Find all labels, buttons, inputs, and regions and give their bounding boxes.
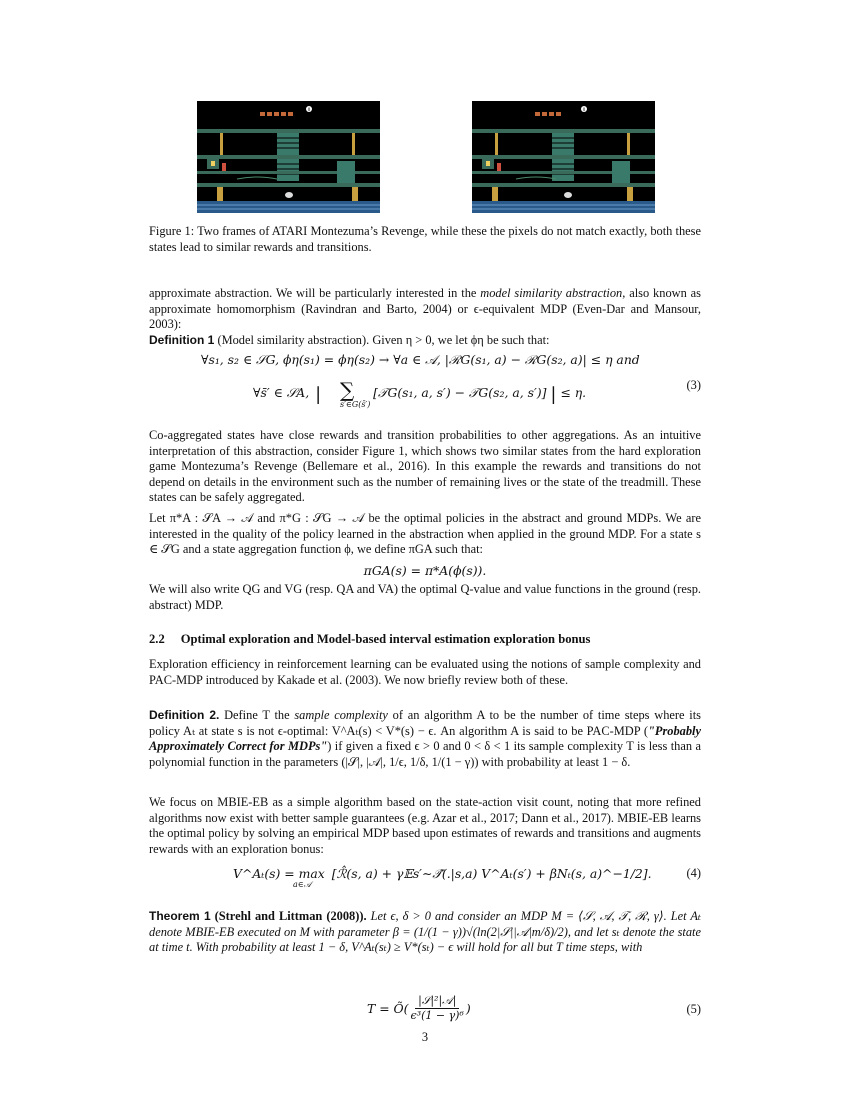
section-number: 2.2 (149, 632, 165, 646)
paragraph-mbie: We focus on MBIE-EB as a simple algorithm based on the state-action visit count, noting that more refined algorithms now exist with better sample guarantees (e.g. Azar et al., 2017; Dann et al., 2017). MBIE-EB learns the optimal policy by solving an empirical MDP based upon estimates of rewards and transitions and augments rewards with an exploration bonus: (149, 795, 701, 856)
definition-title: (Model similarity abstraction). (217, 333, 370, 347)
theorem-body: Let ϵ, δ > 0 and consider an MDP M = ⟨𝒮, 𝒜, 𝒯, ℛ, γ⟩. Let Aₜ denote MBIE-EB executed on M with parameter β = (1/(1 − γ))√(ln(2|𝒮||𝒜|m/δ)/2), and let sₜ denote the state at time t. With probability at least 1 − δ, V^Aₜ(sₜ) ≥ V*(sₜ) − ϵ will hold for all but T time steps, with (149, 909, 701, 955)
intro-text-2: , also known as approximate homomorphism (Ravindran and Barto, 2004) or ϵ-equivalent MDP (Even-Dar and Mansour, 2003): (149, 286, 701, 332)
equation-pi-ga: πGA(s) = π*A(ϕ(s)). (363, 563, 487, 578)
definition-label: Definition 1 (149, 333, 215, 347)
definition-2: Definition 2. Define T the sample complexity of an algorithm A to be the number of time steps where its policy Aₜ at state s is not ϵ-optimal: V^Aₜ(s) < V*(s) − ϵ. An algorithm A is said to be PAC-MDP ("Probably Approximately Correct for MDPs") if given a fixed ϵ > 0 and 0 < δ < 1 its sample complexity T is less than a polynomial function in the parameters (|𝒮|, |𝒜|, 1/ϵ, 1/δ, 1/(1 − γ)) with probability at least 1 − δ. (149, 708, 701, 769)
equation-number: (3) (686, 378, 701, 392)
fraction-denominator: ϵ³(1 − γ)⁶ (410, 1009, 464, 1022)
intro-emphasis: model similarity abstraction (480, 286, 623, 300)
definition-label: Definition 2. (149, 708, 220, 722)
definition-1 (149, 333, 701, 349)
figure-caption (149, 224, 701, 255)
score-text: 0 (582, 108, 586, 113)
equation-number: (4) (686, 866, 701, 880)
fraction-numerator: |𝒮|²|𝒜| (415, 994, 459, 1009)
score-text: 0 (307, 108, 311, 113)
montezuma-frame-1 (197, 101, 380, 213)
max-subscript: a∈𝒜 (293, 880, 312, 889)
sum-subscript: s′∈G(s̄′) (339, 400, 371, 409)
equation-number: (5) (686, 1002, 701, 1016)
caption-text: Figure 1: Two frames of ATARI Montezuma’s Revenge, while these the pixels do not match exactly, both these states lead to similar rewards and transitions. (149, 224, 701, 254)
theorem-label: Theorem 1 (149, 909, 211, 923)
section-heading (149, 630, 701, 648)
intro-text-1: approximate abstraction. We will be particularly interested in the (149, 286, 481, 300)
paragraph-exploration: Exploration efficiency in reinforcement learning can be evaluated using the notions of sample complexity and PAC-MDP introduced by Kakade et al. (2003). We now briefly review both of these. (149, 657, 701, 687)
section-title: Optimal exploration and Model-based interval estimation exploration bonus (180, 632, 591, 646)
intro-paragraph (149, 286, 701, 333)
equation-3-line-1: ∀s₁, s₂ ∈ 𝒮G, ϕη(s₁) = ϕη(s₂) → ∀a ∈ 𝒜, |ℛG(s₁, a) − ℛG(s₂, a)| ≤ η and (201, 352, 640, 367)
theorem-1 (149, 909, 701, 956)
paragraph-q-values: We will also write QG and VG (resp. QA and VA) the optimal Q-value and value functions in the ground (resp. abstract) MDP. (149, 582, 701, 612)
paper-page: 0 0 Figure 1: Two frames of ATARI Montezuma’s Revenge, while these the pixels do not match exactly, both these states lead to similar rewards and transitions. approximate abstraction. We will be particularly interested in the model similarity abstraction, also known as approximate homomorphism (Ravindran and Barto, 2004) or ϵ-equivalent MDP (Even-Dar and Mansour, 2003): Definition 1 (Model similarity abstraction). Given η > 0, we let ϕη be such that: ∀s₁, s₂ ∈ 𝒮G, ϕη(s₁) = ϕη(s₂) → ∀a ∈ 𝒜, |ℛG(s₁, a) − ℛG(s₂, a)| ≤ η and ∀s̄′ ∈ 𝒮A, | ∑ s′∈G(s̄′) [𝒯G(s₁, a, s′) − 𝒯G(s₂, a, s′)] | ≤ η. (3) Co-aggregated states have close rewards and transition probabilities to other aggregations. As an intuitive interpretation of this abstraction, consider Figure 1, which shows two similar states from the hard exploration game Montezuma’s Revenge (Bellemare et al., 2016). In this example the rewards and transitions do not depend on details in the environment such as the number of remaining lives or the state of the treadmill. These states can be safely aggregated. Let π*A : 𝒮A → 𝒜 and π*G : 𝒮G → 𝒜 be the optimal policies in the abstract and ground MDPs. We are interested in the quality of the policy learned in the abstraction when applied in the ground MDP. For a state s ∈ 𝒮G and a state aggregation function ϕ, we define πGA such that: πGA(s) = π*A(ϕ(s)). We will also write QG and VG (resp. QA and VA) the optimal Q-value and value functions in the ground (resp. abstract) MDP. 2.2 Optimal exploration and Model-based interval estimation exploration bonus Exploration efficiency in reinforcement learning can be evaluated using the notions of sample complexity and PAC-MDP introduced by Kakade et al. (2003). We now briefly review both of these. Definition 2. Define T the sample complexity of an algorithm A to be the number of time steps where its policy Aₜ at state s is not ϵ-optimal: V^Aₜ(s) < V*(s) − ϵ. An algorithm A is said to be PAC-MDP ("Probably Approximately Correct for MDPs") if given a fixed ϵ > 0 and 0 < δ < 1 its sample complexity T is less than a polynomial function in the parameters (|𝒮|, |𝒜|, 1/ϵ, 1/δ, 1/(1 − γ)) with probability at least 1 − δ. We focus on MBIE-EB as a simple algorithm based on the state-action visit count, noting that more refined algorithms now exist with better sample guarantees (e.g. Azar et al., 2017; Dann et al., 2017). MBIE-EB learns the optimal policy by solving an empirical MDP based upon estimates of rewards and transitions and augments rewards with an exploration bonus: V^Aₜ(s) = max a∈𝒜 [ℛ̂(s, a) + γ𝔼s′∼𝒯̂(.|s,a) V^Aₜ(s′) + βNₜ(s, a)^−1/2]. (4) Theorem 1 (Strehl and Littman (2008)). Let ϵ, δ > 0 and consider an MDP M = ⟨𝒮, 𝒜, 𝒯, ℛ, γ⟩. Let Aₜ denote MBIE-EB executed on M with parameter β = (1/(1 − γ))√(ln(2|𝒮||𝒜|m/δ)/2), and let sₜ denote the state at time t. With probability at least 1 − δ, V^Aₜ(sₜ) ≥ V*(sₜ) − ϵ will hold for all but T time steps, with T = Õ( |𝒮|²|𝒜| ϵ³(1 − γ)⁶ ) (5) 3 (0, 0, 850, 1100)
montezuma-frame-2 (472, 101, 655, 213)
paragraph-policy: Let π*A : 𝒮A → 𝒜 and π*G : 𝒮G → 𝒜 be the optimal policies in the abstract and ground MDPs. We are interested in the quality of the policy learned in the abstraction when applied in the ground MDP. For a state s ∈ 𝒮G and a state aggregation function ϕ, we define πGA such that: (149, 511, 701, 557)
definition-body: Given η > 0, we let ϕη be such that: (372, 333, 550, 347)
paragraph-coaggregated: Co-aggregated states have close rewards and transition probabilities to other aggregations. As an intuitive interpretation of this abstraction, consider Figure 1, which shows two similar states from the hard exploration game Montezuma’s Revenge (Bellemare et al., 2016). In this example the rewards and transitions do not depend on details in the environment such as the number of remaining lives or the state of the treadmill. These states can be safely aggregated. (149, 428, 701, 505)
page-number: 3 (421, 1030, 429, 1044)
theorem-citation: (Strehl and Littman (2008)). (214, 909, 367, 923)
